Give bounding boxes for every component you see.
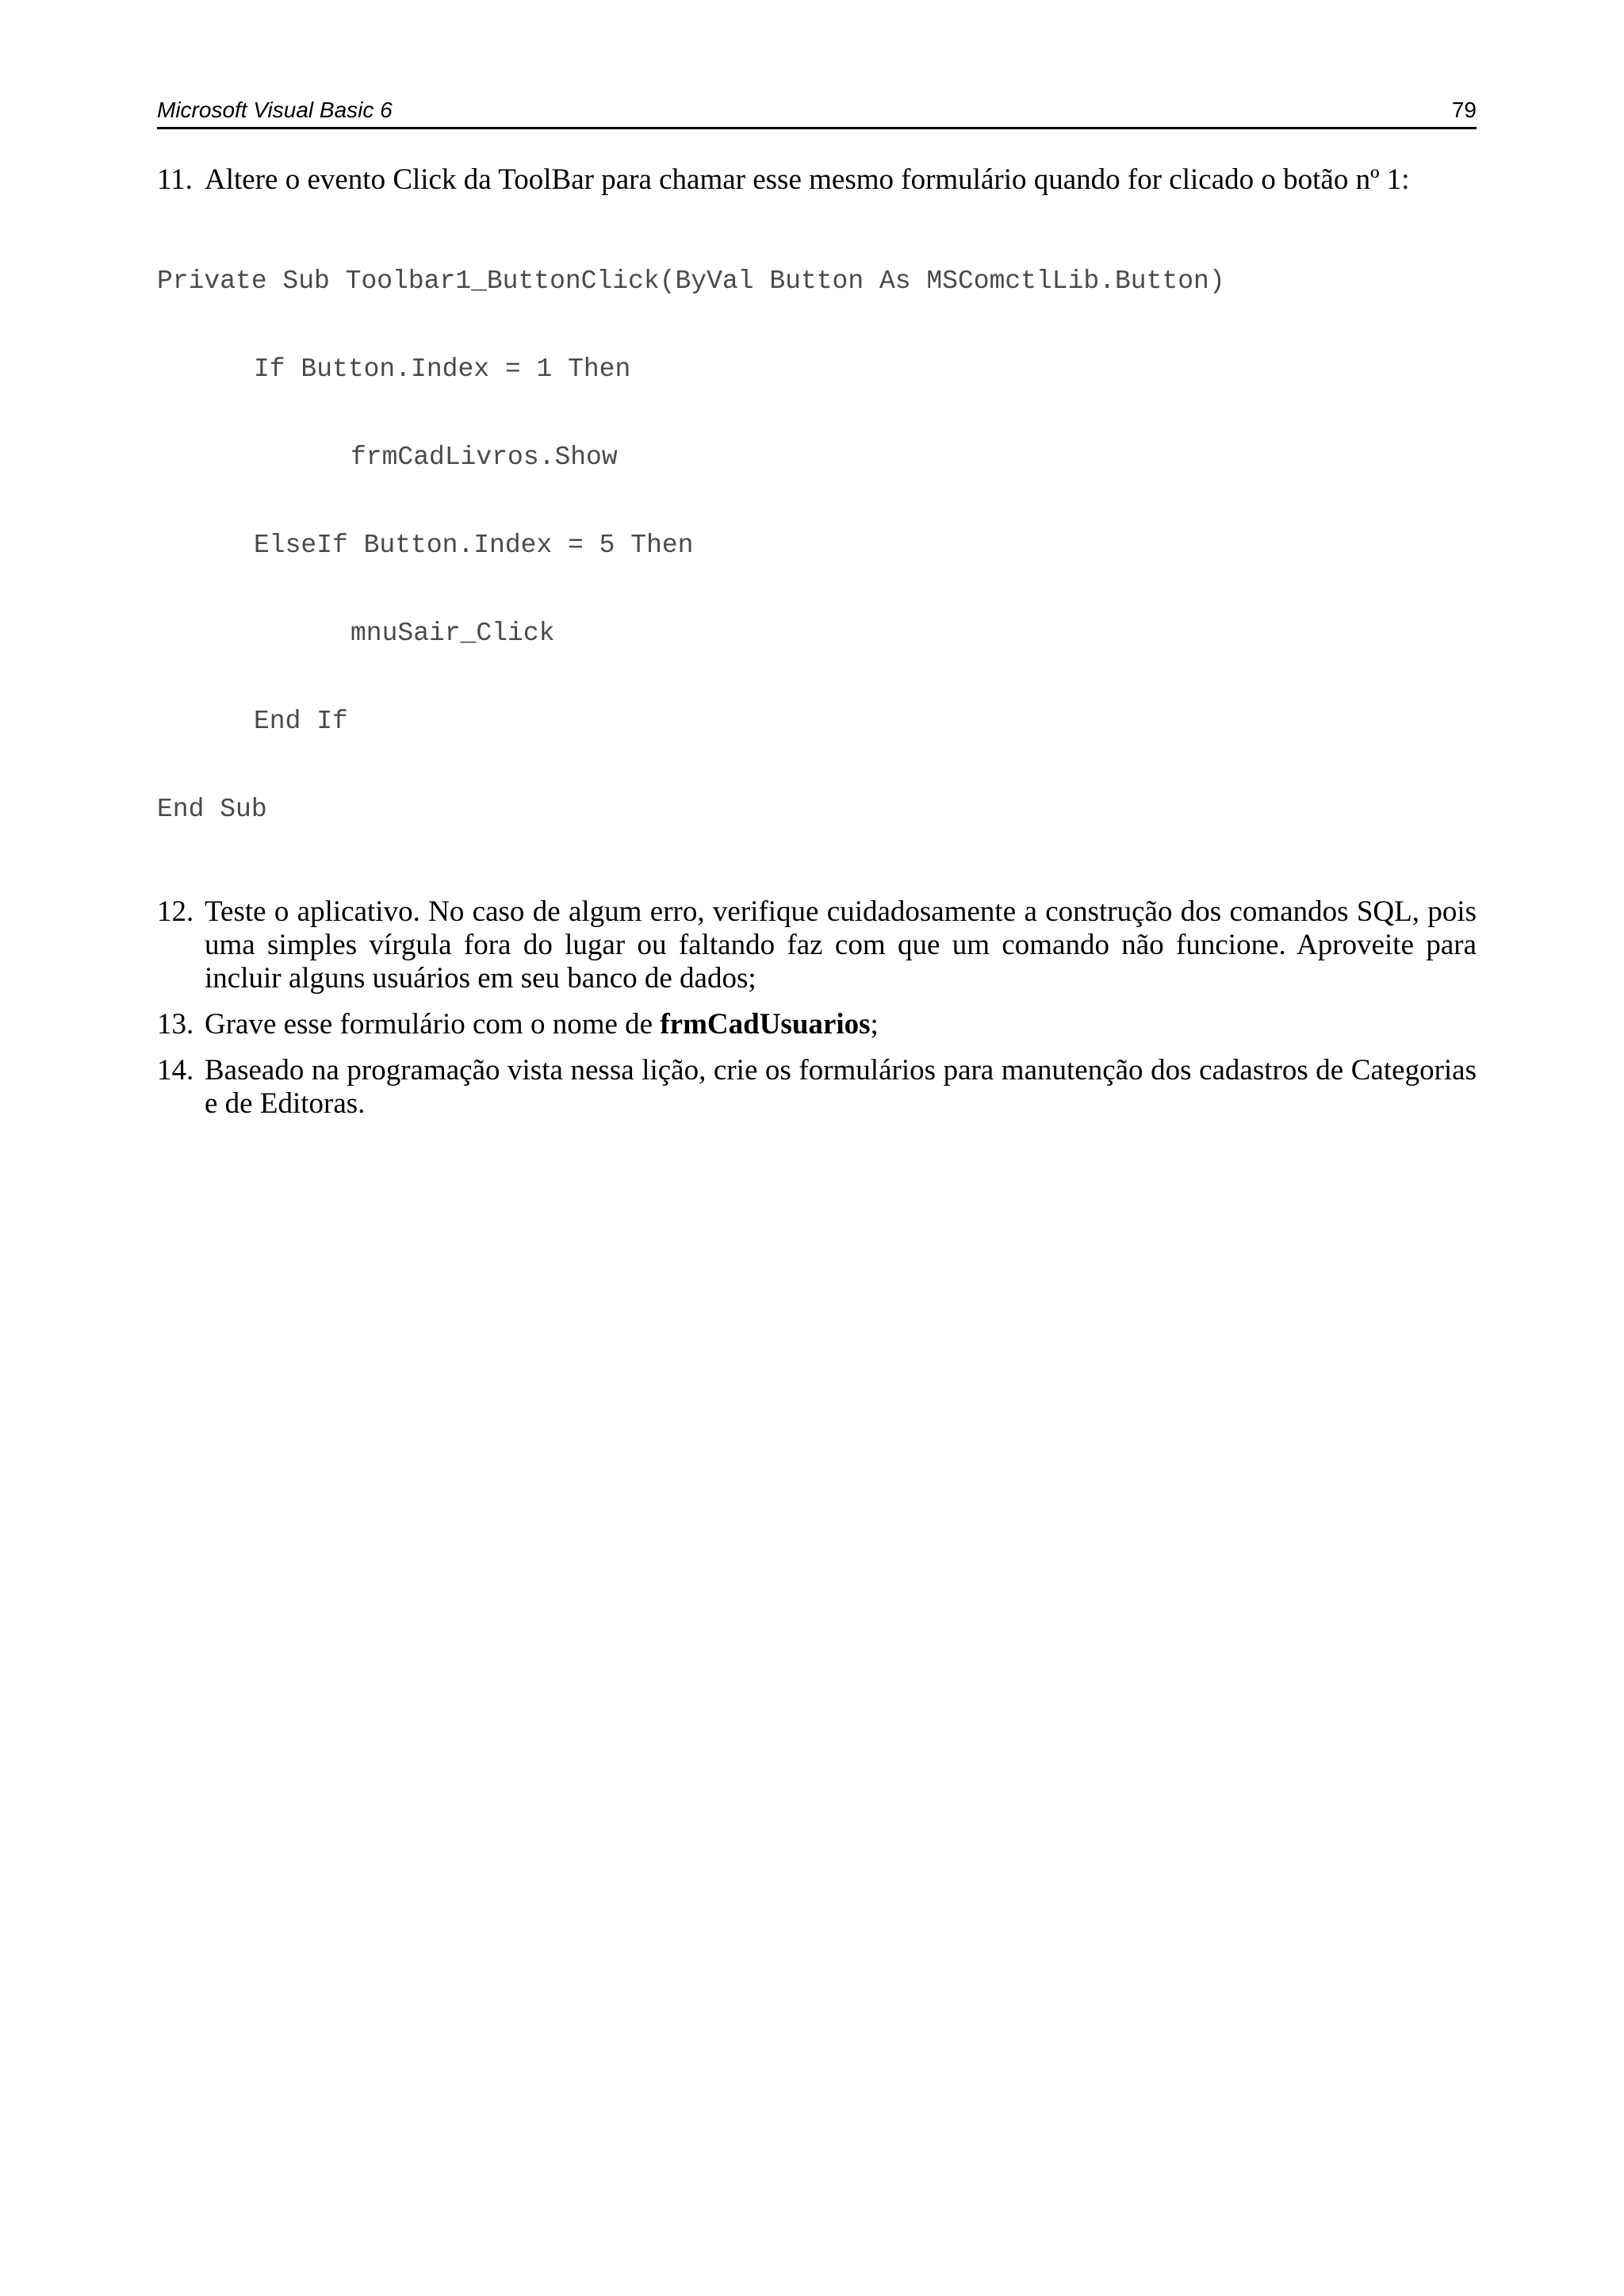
list-text (205, 1008, 1477, 1041)
list-text-after: ; (870, 1008, 879, 1041)
form-name-emphasis: frmCadUsuarios (660, 1008, 871, 1041)
list-number: 13. (157, 1008, 194, 1041)
code-block (157, 208, 1477, 883)
page-number: 79 (1451, 98, 1477, 122)
list-number: 12. (157, 895, 194, 928)
list-item-13 (157, 1008, 1477, 1041)
code-line: End If (254, 707, 348, 736)
list-text: Teste o aplicativo. No caso de algum erro, verifique cuidadosamente a construção dos comandos SQL, pois uma simples vírgula fora do lugar ou faltando faz com que um comando não funcione. Aproveite para incluir alguns usuários em seu banco de dados; (205, 895, 1477, 995)
list-text: Baseado na programação vista nessa lição, crie os formulários para manutenção dos cadastros de Categorias e de Editoras. (205, 1054, 1477, 1120)
code-line: If Button.Index = 1 Then (254, 355, 631, 384)
list-text: Altere o evento Click da ToolBar para chamar esse mesmo formulário quando for clicado o botão nº 1: (205, 163, 1410, 196)
page-header (157, 95, 1477, 129)
code-line: mnuSair_Click (350, 619, 555, 648)
list-number: 11. (157, 163, 193, 196)
code-line: Private Sub Toolbar1_ButtonClick(ByVal Button As MSComctlLib.Button) (157, 266, 1225, 296)
list-item-14 (157, 1054, 1477, 1121)
list-item-12 (157, 895, 1477, 995)
code-line: ElseIf Button.Index = 5 Then (254, 531, 694, 560)
code-line: frmCadLivros.Show (350, 443, 618, 472)
list-item-11 (157, 163, 1477, 197)
list-text-before: Grave esse formulário com o nome de (205, 1008, 661, 1041)
code-line: End Sub (157, 795, 267, 824)
document-body (157, 163, 1477, 1121)
list-number: 14. (157, 1054, 194, 1087)
header-title: Microsoft Visual Basic 6 (157, 98, 393, 122)
